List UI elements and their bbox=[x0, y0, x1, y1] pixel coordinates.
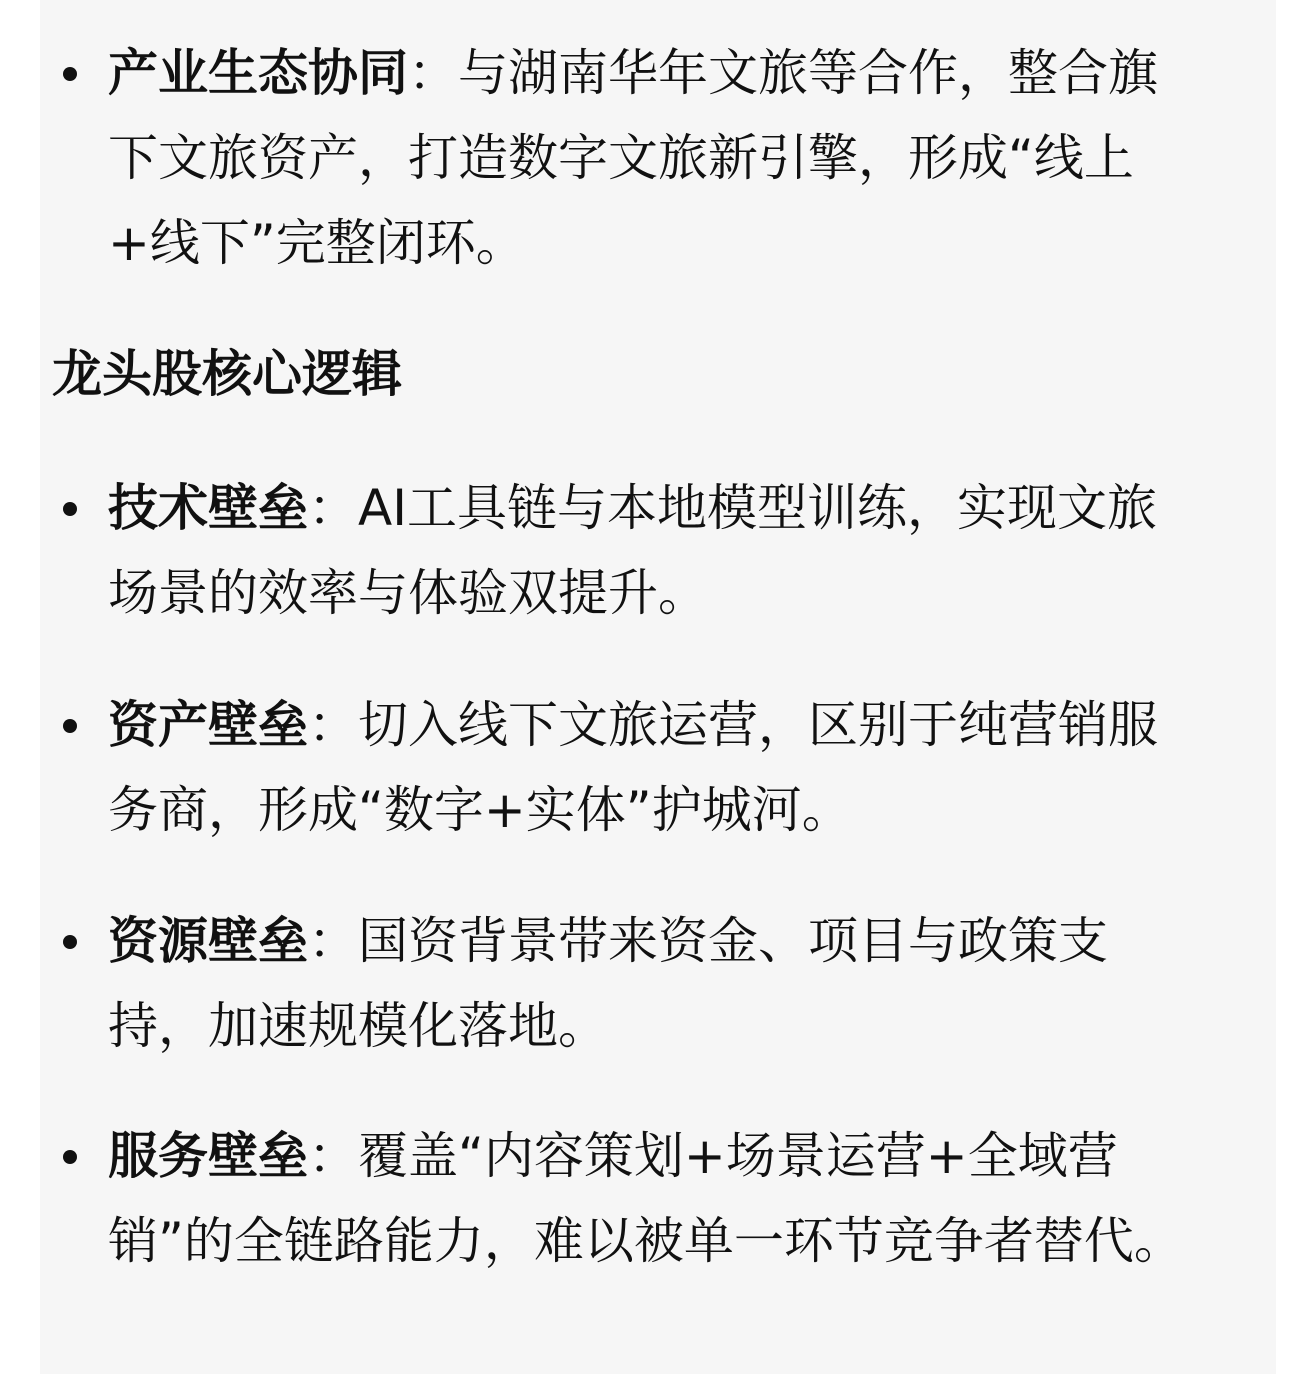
bullet-term: 资产壁垒 bbox=[108, 696, 308, 754]
bullet-dot bbox=[63, 719, 77, 733]
bullet-text: 切入线下文旅运营，区别于纯营销服务商，形成“数字+实体”护城河。 bbox=[108, 696, 1158, 839]
bullet-term: 资源壁垒 bbox=[108, 912, 308, 970]
bullet-separator: ： bbox=[408, 44, 458, 102]
list-item bbox=[52, 31, 1192, 286]
bullet-text: 覆盖“内容策划+场景运营+全域营销”的全链路能力，难以被单一环节竞争者替代。 bbox=[108, 1127, 1184, 1270]
list-item bbox=[52, 683, 1192, 853]
bullet-dot bbox=[63, 67, 77, 81]
bullet-dot bbox=[63, 935, 77, 949]
bullet-dot bbox=[63, 502, 77, 516]
list-item bbox=[52, 466, 1192, 636]
list-item bbox=[52, 1114, 1192, 1284]
bullet-term: 技术壁垒 bbox=[108, 479, 308, 537]
bullet-text: AI工具链与本地模型训练，实现文旅场景的效率与体验双提升。 bbox=[108, 479, 1157, 622]
bullet-separator: ： bbox=[308, 479, 358, 537]
bullet-term: 产业生态协同 bbox=[108, 44, 408, 102]
list-item bbox=[52, 899, 1192, 1069]
intro-bullet-list bbox=[52, 31, 1192, 286]
bullet-separator: ： bbox=[308, 696, 358, 754]
bullet-dot bbox=[63, 1150, 77, 1164]
bullet-term: 服务壁垒 bbox=[108, 1127, 308, 1185]
bullet-separator: ： bbox=[308, 912, 358, 970]
bullet-separator: ： bbox=[308, 1127, 358, 1185]
section-heading: 龙头股核心逻辑 bbox=[52, 345, 402, 403]
bullet-text: 国资背景带来资金、项目与政策支持，加速规模化落地。 bbox=[108, 912, 1108, 1055]
bullet-text: 与湖南华年文旅等合作，整合旗下文旅资产，打造数字文旅新引擎，形成“线上+线下”完整闭环。 bbox=[108, 44, 1158, 272]
